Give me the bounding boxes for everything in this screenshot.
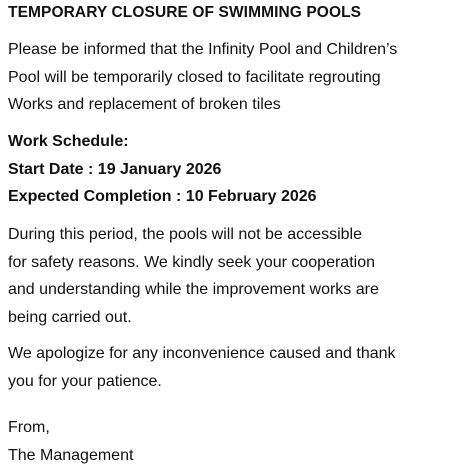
period-line: for safety reasons. We kindly seek your cooperation — [8, 249, 379, 277]
signature: The Management — [8, 442, 133, 469]
intro-line: Please be informed that the Infinity Pool and Children’s — [8, 36, 397, 64]
period-line: During this period, the pools will not be accessible — [8, 221, 379, 249]
period-line: being carried out. — [8, 304, 379, 332]
from-label: From, — [8, 414, 133, 442]
work-schedule — [8, 128, 317, 211]
schedule-heading: Work Schedule: — [8, 128, 317, 156]
expected-completion: Expected Completion : 10 February 2026 — [8, 183, 317, 211]
intro-line: Pool will be temporarily closed to facilitate regrouting — [8, 64, 397, 92]
closure-period-paragraph — [8, 221, 379, 331]
period-line: and understanding while the improvement works are — [8, 276, 379, 304]
signoff — [8, 414, 133, 469]
intro-line: Works and replacement of broken tiles — [8, 91, 397, 119]
apology-line: you for your patience. — [8, 368, 396, 396]
notice-title: TEMPORARY CLOSURE OF SWIMMING POOLS — [8, 3, 361, 23]
apology-paragraph — [8, 340, 396, 395]
intro-paragraph — [8, 36, 397, 119]
apology-line: We apologize for any inconvenience caused and thank — [8, 340, 396, 368]
start-date: Start Date : 19 January 2026 — [8, 156, 317, 184]
